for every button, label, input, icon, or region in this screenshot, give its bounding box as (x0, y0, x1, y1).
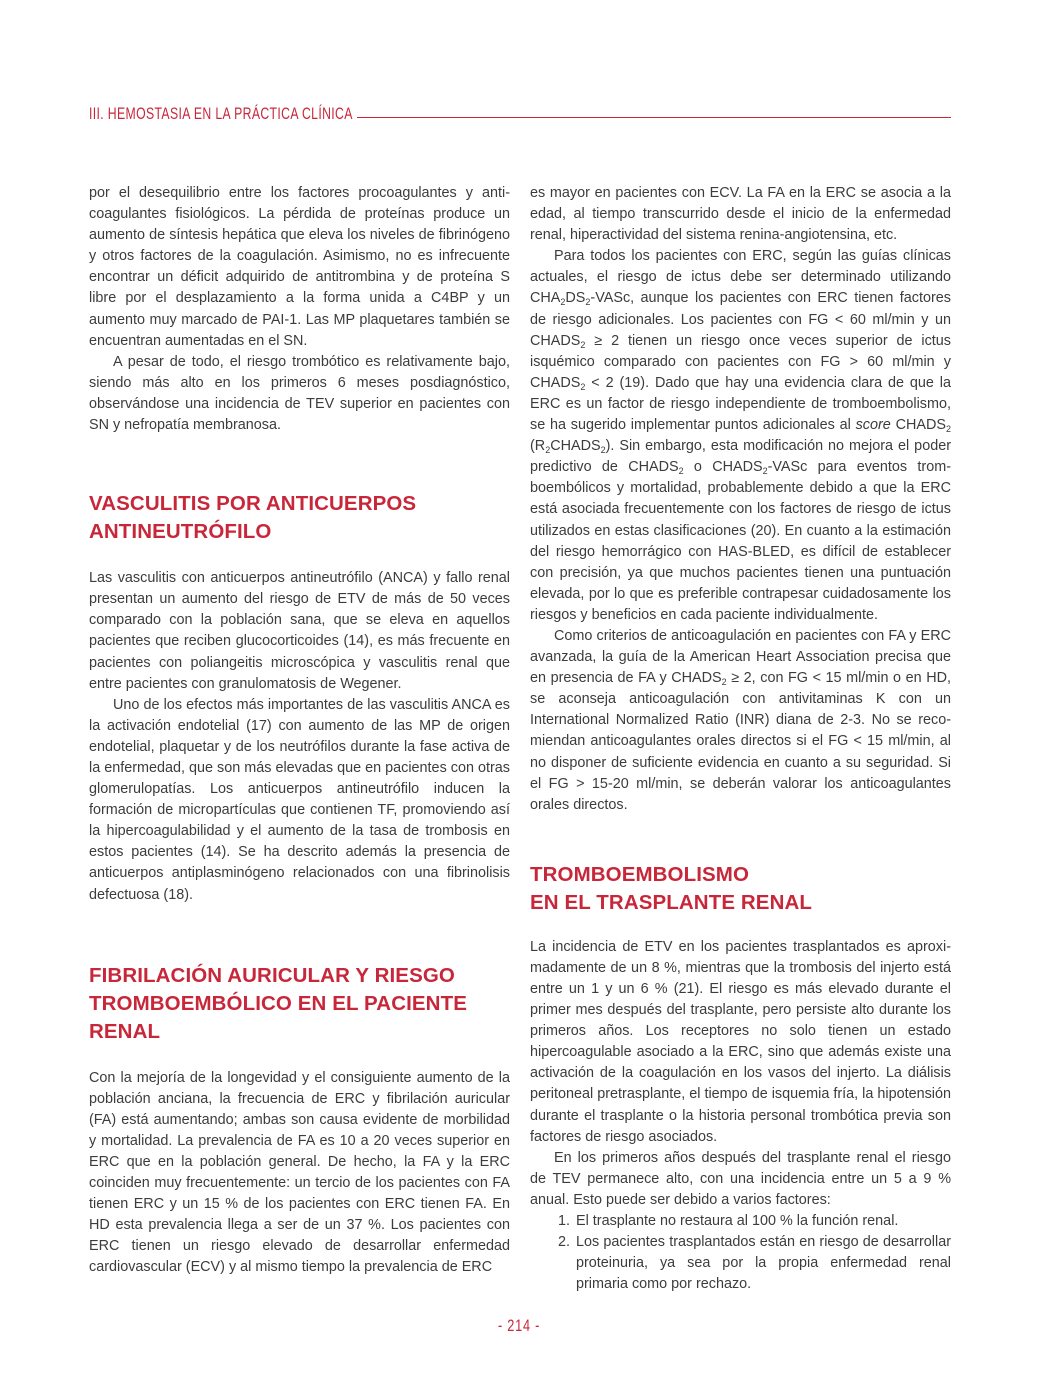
paragraph: Para todos los pacientes con ERC, según las guías clínicas actuales, el riesgo de ictus debe ser determinado utilizando $CHA_2DS_2$-VASc, aunque los pacientes con ERC tienen factores de riesgo adicionales. Los pacientes con FG < 60 ml/min y un $CHADS_2 \ge 2$ tienen un riesgo once veces superior de ictus isquémico comparado con pacientes con FG > 60 ml/min y $CHADS_2 < 2$ (19). Dado que hay una evidencia clara de que la ERC es un factor de riesgo independiente de tromboembolismo, se ha sugerido implementar puntos adicionales al score $CHADS_2$ $(R_2CHADS_2)$. Sin embargo, esta modificación no mejora el poder predictivo de $CHADS_2$ o $CHADS_2$-VASc para eventos tromboembólicos y mortalidad, probablemente debido a que la ERC está asociada frecuentemente con los factores de riesgo de ictus utilizados en estas clasificaciones (20). En cuanto a la estimación del riesgo hemorrágico con HAS-BLED, es difícil de establecer con precisión, ya que muchos pacientes tienen una puntuación elevada, por lo que es preferible contrapesar cuidadosamente los riesgos y beneficios en cada paciente individualmente. (530, 248, 952, 623)
header-rule (357, 117, 951, 118)
list-item: 2. Los pacientes trasplantados están en riesgo de desarrollar proteinuria, ya sea por la propia enfermedad renal primaria como por rechazo. (574, 1232, 951, 1295)
heading-line: RENAL (89, 1019, 161, 1043)
section-heading-vasculitis (89, 490, 510, 546)
paragraph: Uno de los efectos más importantes de las vasculitis ANCA es la activación endotelial (17) con aumento de las MP de origen endotelial, plaquetar y de los neutrófilos durante la fase activa de la enfermedad, que son más elevadas que en pacientes con otras glomerulopatías. Los anticuerpos antineutrófilo inducen la formación de micropartículas que contienen TF, promoviendo así la hipercoagulabilidad y el aumento de la tasa de trombosis en estos pacientes (14). Se ha descrito además la presencia de anticuerpos antiplasminógeno relacionados con una fibrinolisis defectuosa (18). (89, 696, 510, 903)
list-item: 1. El trasplante no restaura al 100 % la función renal. (574, 1211, 951, 1232)
page-number: - 214 - (498, 1316, 541, 1335)
section-heading-trasplante (530, 861, 951, 917)
heading-line: TROMBOEMBOLISMO (530, 862, 750, 886)
paragraph: A pesar de todo, el riesgo trombótico es relativamente bajo, siendo más alto en los primeros 6 meses posdiagnóstico, observándose una incidencia de TEV superior en pacientes con SN y nefropatía membranosa. (89, 353, 510, 434)
heading-line: VASCULITIS POR ANTICUERPOS (89, 492, 417, 516)
paragraph: es mayor en pacientes con ECV. La FA en la ERC se asocia a la edad, al tiempo transcurrido desde el inicio de la enfermedad renal, hiperactividad del sistema renina-angiotensina, etc. (530, 185, 951, 244)
right-column (530, 183, 951, 1295)
paragraph: En los primeros años después del trasplante renal el riesgo de TEV permanece alto, con una incidencia entre un 5 a 9 % anual. Esto puede ser debido a varios factores: (530, 1149, 951, 1208)
left-column (89, 183, 510, 1279)
paragraph: Como criterios de anticoagulación en pacientes con FA y ERC avanzada, la guía de la American Heart Association precisa que en presencia de FA y $CHADS_2 \ge 2$, con FG < 15 ml/min o en HD, se aconseja anticoagulación con antivitaminas K con un International Normalized Ratio (INR) diana de 2-3. No se recomiendan anticoagulantes orales directos si el FG < 15 ml/min, al no disponer de suficiente evidencia en cuanto a su seguridad. Si el FG > 15-20 ml/min, se deberán valorar los anticoagulantes orales directos. (530, 627, 951, 813)
running-title: III. HEMOSTASIA EN LA PRÁCTICA CLÍNICA (89, 104, 353, 123)
heading-line: ANTINEUTRÓFILO (89, 520, 272, 544)
heading-line: EN EL TRASPLANTE RENAL (530, 890, 813, 914)
heading-line: TROMBOEMBÓLICO EN EL PACIENTE (89, 991, 467, 1015)
section-heading-fibrilacion (89, 962, 510, 1046)
paragraph: Con la mejoría de la longevidad y el consiguiente aumento de la población anciana, la frecuencia de ERC y fibrilación auricular (FA) está aumentando; ambas son causa evidente de morbilidad y mortalidad. La prevalencia de FA es 10 a 20 veces superior en ERC que en la población general. De hecho, la FA y la ERC coinciden muy frecuentemente: un tercio de los pacientes con FA tienen ERC y un 15 % de los pacientes con ERC tienen FA. En HD esta prevalencia llega a ser de un 37 %. Los pacientes con ERC tienen un riesgo elevado de desarrollar enfermedad cardiovascular (ECV) y al mismo tiempo la prevalencia de ERC (89, 1069, 510, 1276)
running-header (89, 96, 951, 122)
factor-list (530, 1211, 951, 1295)
heading-line: FIBRILACIÓN AURICULAR Y RIESGO (89, 963, 455, 987)
paragraph: por el desequilibrio entre los factores procoagulantes y anticoagulantes fisiológicos. La pérdida de proteínas produce un aumento de síntesis hepática que eleva los niveles de fibrinógeno y otros factores de la coagulación. Asimismo, no es infrecuente encontrar un déficit adquirido de antitrombina y de proteína S libre por el desplazamiento a la forma unida a C4BP y un aumento muy marcado de PAI-1. Las MP plaquetares también se encuentran aumentadas en el SN. (89, 185, 510, 349)
paragraph: La incidencia de ETV en los pacientes trasplantados es aproximadamente de un 8 %, mientras que la trombosis del injerto está entre un 1 y un 6 % (21). El riesgo es más elevado durante el primer mes después del trasplante, pero persiste alto durante los primeros años. Los receptores no solo tienen un estado hipercoagulable asociado a la ERC, sino que además existe una activación de la coagulación en los vasos del injerto. La diálisis peritoneal pretrasplante, el tiempo de isquemia fría, la hipotensión durante el trasplante o la historia personal trombótica previa son factores de riesgo asociados. (530, 938, 951, 1145)
paragraph: Las vasculitis con anticuerpos antineutrófilo (ANCA) y fallo renal presentan un aumento del riesgo de ETV de más de 50 veces comparado con la población sana, que se eleva en aquellos pacientes que reciben glucocorticoides (14), es más frecuente en pacientes con poliangeitis microscópica y vasculitis renal que entre pacientes con granulomatosis de Wegener. (89, 570, 510, 692)
